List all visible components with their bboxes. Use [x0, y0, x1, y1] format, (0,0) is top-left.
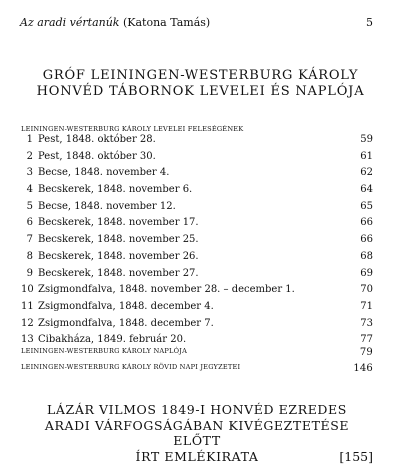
- toc-entry[interactable]: [21, 182, 373, 199]
- toc-entry[interactable]: [21, 299, 373, 316]
- diary-page: 79: [359, 347, 373, 358]
- final-title-line2: ARADI VÁRFOGSÁGÁBAN KIVÉGEZTETÉSE ELŐTT: [44, 417, 350, 448]
- toc-entry[interactable]: [21, 199, 373, 216]
- toc-entry-text: Zsigmondfalva, 1848. november 28. – december 1.: [38, 284, 295, 296]
- toc-entry-number: 7: [26, 234, 33, 246]
- toc-entry-text: Pest, 1848. október 30.: [38, 150, 156, 162]
- toc-entry-page: 70: [360, 284, 373, 296]
- running-header: [20, 16, 373, 29]
- toc-entry-number: 11: [21, 300, 34, 312]
- toc-entry-number: 9: [26, 267, 33, 279]
- diary-heading: LEININGEN-WESTERBURG KÁROLY NAPLÓJA: [21, 347, 188, 355]
- toc-entry-number: 3: [26, 167, 33, 179]
- toc-entry-number: 12: [21, 317, 34, 329]
- toc-entry-page: 61: [360, 150, 373, 162]
- toc-entry-page: 59: [360, 134, 373, 145]
- toc-entry-number: 10: [21, 284, 34, 296]
- toc-entry[interactable]: [21, 266, 373, 283]
- toc-entry[interactable]: [21, 282, 373, 299]
- toc-entry-page: 73: [360, 317, 373, 329]
- toc-entry[interactable]: [21, 149, 373, 166]
- toc-entry-page: 62: [360, 167, 373, 179]
- toc-entry-page: 66: [360, 234, 373, 246]
- toc-entry-number: 6: [26, 217, 33, 229]
- header-author: (Katona Tamás): [122, 16, 211, 29]
- letters-list: [21, 132, 373, 349]
- toc-entry-number: 13: [21, 334, 34, 346]
- letters-heading-text: LEININGEN-WESTERBURG KÁROLY LEVELEI FELESÉGÉNEK: [21, 125, 244, 133]
- toc-entry-page: 68: [360, 250, 373, 262]
- toc-entry-number: 2: [26, 150, 33, 162]
- section-title-line1: GRÓF LEININGEN-WESTERBURG KÁROLY: [42, 68, 359, 83]
- toc-entry-page: 64: [360, 184, 373, 196]
- final-section-page: [155]: [339, 448, 373, 464]
- toc-entry-text: Pest, 1848. október 28.: [38, 134, 156, 145]
- section-title-line2: HONVÉD TÁBORNOK LEVELEI ÉS NAPLÓJA: [36, 84, 365, 99]
- notes-heading: LEININGEN-WESTERBURG KÁROLY RÖVID NAPI JEGYZETEI: [21, 363, 241, 371]
- toc-entry-number: 8: [26, 250, 33, 262]
- toc-entry-number: 4: [26, 184, 33, 196]
- toc-entry-text: Cibakháza, 1849. február 20.: [38, 334, 187, 346]
- toc-entry-text: Becskerek, 1848. november 17.: [38, 217, 199, 229]
- notes-page: 146: [353, 363, 373, 374]
- toc-entry[interactable]: [21, 232, 373, 249]
- toc-entry-text: Becskerek, 1848. november 26.: [38, 250, 199, 262]
- header-work-title: Az aradi vértanúk: [20, 16, 120, 29]
- final-title-line3-row: [21, 449, 373, 465]
- toc-entry[interactable]: [21, 316, 373, 333]
- toc-entry-number: 5: [26, 200, 33, 212]
- header-page-number: 5: [366, 16, 373, 29]
- toc-entry-text: Becskerek, 1848. november 27.: [38, 267, 199, 279]
- toc-entry-page: 71: [360, 300, 373, 312]
- toc-entry-page: 77: [360, 334, 373, 346]
- toc-entry-page: 69: [360, 267, 373, 279]
- toc-entry-text: Becse, 1848. november 4.: [38, 167, 170, 179]
- toc-entry-number: 1: [26, 134, 33, 145]
- diary-entry[interactable]: [21, 347, 373, 358]
- toc-entry-page: 65: [360, 200, 373, 212]
- final-title-line3: ÍRT EMLÉKIRATA: [135, 448, 259, 464]
- final-section-entry[interactable]: [21, 402, 373, 464]
- notes-entry[interactable]: [21, 363, 373, 374]
- toc-entry[interactable]: [21, 249, 373, 266]
- header-title-group: [20, 16, 210, 29]
- toc-entry[interactable]: [21, 132, 373, 149]
- toc-entry-page: 66: [360, 217, 373, 229]
- toc-entry[interactable]: [21, 165, 373, 182]
- final-title-line1: LÁZÁR VILMOS 1849-I HONVÉD EZREDES: [47, 402, 347, 417]
- toc-entry-text: Zsigmondfalva, 1848. december 4.: [38, 300, 214, 312]
- toc-entry-text: Becskerek, 1848. november 6.: [38, 184, 193, 196]
- toc-entry-text: Becskerek, 1848. november 25.: [38, 234, 199, 246]
- toc-entry-text: Zsigmondfalva, 1848. december 7.: [38, 317, 214, 329]
- toc-entry[interactable]: [21, 215, 373, 232]
- toc-entry-text: Becse, 1848. november 12.: [38, 200, 176, 212]
